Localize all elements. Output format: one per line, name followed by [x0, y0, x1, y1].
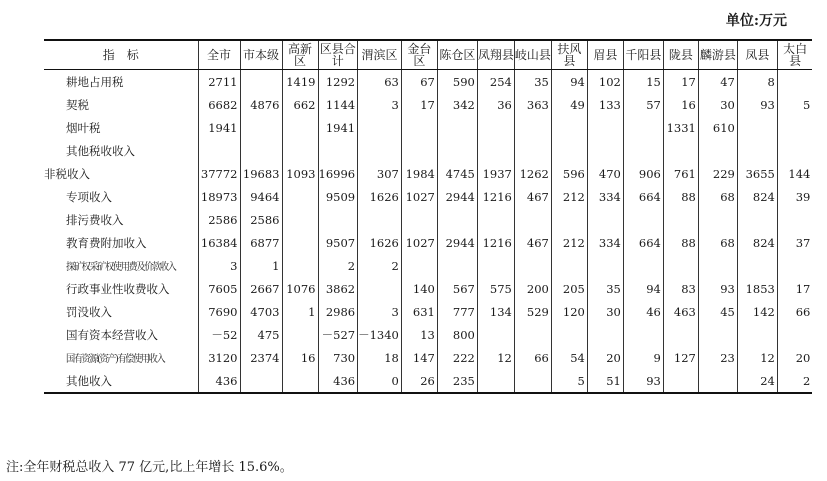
revenue-table — [44, 39, 812, 394]
table-cell: 66 — [514, 346, 551, 369]
table-cell — [623, 208, 663, 231]
table-cell — [282, 231, 318, 254]
table-cell: 1076 — [282, 277, 318, 300]
table-cell: 2374 — [240, 346, 282, 369]
table-cell — [477, 323, 514, 346]
table-cell: －527 — [318, 323, 358, 346]
table-cell: 19683 — [240, 162, 282, 185]
table-cell: 83 — [663, 277, 698, 300]
table-cell: 127 — [663, 346, 698, 369]
table-cell: 30 — [587, 300, 623, 323]
table-row — [44, 93, 812, 116]
col-header: 麟游县 — [698, 40, 737, 70]
table-cell — [777, 254, 812, 277]
table-cell — [477, 116, 514, 139]
table-cell: 12 — [737, 346, 777, 369]
table-cell: 144 — [777, 162, 812, 185]
table-row — [44, 162, 812, 185]
table-cell: 334 — [587, 185, 623, 208]
table-cell: 93 — [623, 369, 663, 393]
table-cell: 1093 — [282, 162, 318, 185]
table-cell: 631 — [401, 300, 437, 323]
table-cell: 436 — [318, 369, 358, 393]
table-cell: 16996 — [318, 162, 358, 185]
table-cell — [514, 323, 551, 346]
table-cell: 93 — [698, 277, 737, 300]
table-cell — [514, 254, 551, 277]
row-label: 专项收入 — [66, 189, 112, 204]
table-cell: 2711 — [198, 70, 240, 94]
table-row — [44, 369, 812, 393]
table-cell: 45 — [698, 300, 737, 323]
table-cell: 47 — [698, 70, 737, 94]
table-cell: 1853 — [737, 277, 777, 300]
table-cell: 777 — [437, 300, 477, 323]
table-cell: 6877 — [240, 231, 282, 254]
table-cell: 664 — [623, 231, 663, 254]
table-cell — [623, 254, 663, 277]
table-cell: 20 — [777, 346, 812, 369]
table-cell — [551, 116, 587, 139]
table-cell: 662 — [282, 93, 318, 116]
table-cell — [514, 369, 551, 393]
table-cell: 2586 — [240, 208, 282, 231]
table-cell: 16 — [663, 93, 698, 116]
col-header: 区县合计 — [319, 42, 356, 68]
table-cell: 2944 — [437, 185, 477, 208]
table-cell: 17 — [401, 93, 437, 116]
table-cell — [358, 116, 402, 139]
table-cell: 3862 — [318, 277, 358, 300]
table-cell: 49 — [551, 93, 587, 116]
row-label: 其他收入 — [44, 369, 198, 393]
table-cell — [551, 323, 587, 346]
table-cell — [551, 208, 587, 231]
unit-label: 单位:万元 — [725, 13, 787, 29]
table-cell: 68 — [698, 185, 737, 208]
table-cell: 3655 — [737, 162, 777, 185]
table-cell: 1984 — [401, 162, 437, 185]
table-cell — [777, 323, 812, 346]
table-cell: 94 — [551, 70, 587, 94]
table-cell: 35 — [587, 277, 623, 300]
col-header: 眉县 — [587, 40, 623, 70]
table-cell: 63 — [358, 70, 402, 94]
table-cell — [240, 116, 282, 139]
table-body — [44, 70, 812, 394]
table-row — [44, 185, 812, 208]
table-cell: 88 — [663, 185, 698, 208]
table-cell: 2586 — [198, 208, 240, 231]
table-cell: 147 — [401, 346, 437, 369]
table-cell: 134 — [477, 300, 514, 323]
table-cell: 730 — [318, 346, 358, 369]
table-cell — [698, 323, 737, 346]
table-cell: 94 — [623, 277, 663, 300]
row-label-text: 国有资源(资产)有偿使用收入 — [66, 354, 165, 365]
row-label: 教育费附加收入 — [66, 235, 147, 250]
table-cell: 529 — [514, 300, 551, 323]
row-label: 罚没收入 — [66, 304, 112, 319]
table-cell: 2 — [358, 254, 402, 277]
table-cell: 800 — [437, 323, 477, 346]
table-cell — [401, 139, 437, 162]
table-cell — [401, 208, 437, 231]
table-cell — [737, 323, 777, 346]
table-cell: 575 — [477, 277, 514, 300]
table-cell: 17 — [663, 70, 698, 94]
col-header: 高新区 — [282, 40, 318, 70]
table-cell: 23 — [698, 346, 737, 369]
table-cell: 51 — [587, 369, 623, 393]
col-header: 凤县 — [737, 40, 777, 70]
table-cell — [477, 369, 514, 393]
table-cell — [437, 208, 477, 231]
table-cell: 2 — [777, 369, 812, 393]
table-cell — [698, 208, 737, 231]
table-cell — [698, 139, 737, 162]
table-cell: 761 — [663, 162, 698, 185]
col-header: 市本级 — [240, 40, 282, 70]
table-cell: 1216 — [477, 185, 514, 208]
table-cell: 9 — [623, 346, 663, 369]
row-label: 非税收入 — [44, 166, 90, 181]
indicator-header: 指 标 — [44, 40, 198, 70]
table-cell — [477, 254, 514, 277]
table-cell: 1027 — [401, 231, 437, 254]
table-cell — [318, 139, 358, 162]
table-cell — [240, 369, 282, 393]
table-cell: 212 — [551, 231, 587, 254]
table-cell: 36 — [477, 93, 514, 116]
table-cell — [551, 139, 587, 162]
row-label — [44, 254, 198, 277]
table-cell: 12 — [477, 346, 514, 369]
table-cell: 9509 — [318, 185, 358, 208]
table-cell — [623, 116, 663, 139]
table-cell: 229 — [698, 162, 737, 185]
table-cell: 6682 — [198, 93, 240, 116]
row-label: 行政事业性收费收入 — [66, 281, 170, 296]
table-cell: 54 — [551, 346, 587, 369]
table-cell: 2 — [318, 254, 358, 277]
table-cell: 67 — [401, 70, 437, 94]
table-cell — [623, 139, 663, 162]
table-cell: 567 — [437, 277, 477, 300]
table-cell: 1626 — [358, 231, 402, 254]
table-cell: 66 — [777, 300, 812, 323]
table-cell: 1292 — [318, 70, 358, 94]
table-cell: 334 — [587, 231, 623, 254]
table-cell — [698, 369, 737, 393]
table-row — [44, 323, 812, 346]
table-cell: 1027 — [401, 185, 437, 208]
table-cell: 8 — [737, 70, 777, 94]
table-cell — [737, 208, 777, 231]
table-cell: 93 — [737, 93, 777, 116]
table-cell — [551, 254, 587, 277]
table-cell: 120 — [551, 300, 587, 323]
table-cell: 363 — [514, 93, 551, 116]
table-cell: 200 — [514, 277, 551, 300]
table-cell: 212 — [551, 185, 587, 208]
table-cell: 88 — [663, 231, 698, 254]
table-cell — [737, 116, 777, 139]
table-cell: 39 — [777, 185, 812, 208]
table-cell: 436 — [198, 369, 240, 393]
table-cell — [282, 254, 318, 277]
table-cell: 590 — [437, 70, 477, 94]
row-label: 其他税收收入 — [66, 143, 135, 158]
table-cell: 475 — [240, 323, 282, 346]
row-label: 排污费收入 — [66, 212, 124, 227]
table-cell: 35 — [514, 70, 551, 94]
table-cell: 37772 — [198, 162, 240, 185]
table-cell: 824 — [737, 185, 777, 208]
table-cell: 16384 — [198, 231, 240, 254]
table-cell: 15 — [623, 70, 663, 94]
table-cell: 254 — [477, 70, 514, 94]
table-cell: 2944 — [437, 231, 477, 254]
table-cell — [777, 70, 812, 94]
table-cell: 1941 — [198, 116, 240, 139]
table-cell — [240, 70, 282, 94]
col-header: 全市 — [198, 40, 240, 70]
table-cell: 142 — [737, 300, 777, 323]
table-cell — [587, 139, 623, 162]
table-cell — [282, 369, 318, 393]
table-cell: 46 — [623, 300, 663, 323]
table-cell: 1144 — [318, 93, 358, 116]
table-cell — [663, 323, 698, 346]
row-label: 烟叶税 — [66, 120, 101, 135]
table-cell — [777, 116, 812, 139]
table-cell — [401, 254, 437, 277]
row-label: 耕地占用税 — [66, 74, 124, 89]
col-header: 渭滨区 — [358, 40, 402, 70]
table-cell: 1419 — [282, 70, 318, 94]
table-cell: 3 — [198, 254, 240, 277]
table-row — [44, 139, 812, 162]
table-cell: 463 — [663, 300, 698, 323]
table-cell: 7605 — [198, 277, 240, 300]
table-cell: 0 — [358, 369, 402, 393]
row-label: 契税 — [66, 97, 89, 112]
table-row — [44, 208, 812, 231]
row-label: 国有资本经营收入 — [66, 327, 158, 342]
table-cell: 222 — [437, 346, 477, 369]
table-cell: 2667 — [240, 277, 282, 300]
footnote: 注:全年财税总收入 77 亿元,比上年增长 15.6%。 — [6, 460, 293, 475]
table-cell: 307 — [358, 162, 402, 185]
table-cell: 205 — [551, 277, 587, 300]
table-cell: 1331 — [663, 116, 698, 139]
row-label-text: 探矿权采矿权使用费及价款收入 — [66, 262, 176, 273]
table-cell: 4745 — [437, 162, 477, 185]
row-label — [44, 346, 198, 369]
table-row — [44, 231, 812, 254]
table-cell: 1 — [240, 254, 282, 277]
table-cell — [514, 139, 551, 162]
table-cell: 13 — [401, 323, 437, 346]
table-cell — [437, 139, 477, 162]
table-cell: 470 — [587, 162, 623, 185]
table-cell — [477, 139, 514, 162]
table-cell — [737, 139, 777, 162]
table-cell — [282, 208, 318, 231]
table-cell — [437, 116, 477, 139]
table-cell — [318, 208, 358, 231]
table-cell — [737, 254, 777, 277]
table-cell: 9464 — [240, 185, 282, 208]
table-cell — [282, 323, 318, 346]
table-cell: 18973 — [198, 185, 240, 208]
table-cell: 57 — [623, 93, 663, 116]
table-cell: 26 — [401, 369, 437, 393]
table-cell: 20 — [587, 346, 623, 369]
table-cell — [663, 254, 698, 277]
table-cell: 7690 — [198, 300, 240, 323]
table-row — [44, 116, 812, 139]
table-cell — [401, 116, 437, 139]
table-cell: 235 — [437, 369, 477, 393]
table-cell — [198, 139, 240, 162]
table-cell — [477, 208, 514, 231]
table-cell: 5 — [551, 369, 587, 393]
table-cell: 9507 — [318, 231, 358, 254]
table-cell: 133 — [587, 93, 623, 116]
table-cell: 140 — [401, 277, 437, 300]
col-header: 千阳县 — [623, 40, 663, 70]
table-cell: 664 — [623, 185, 663, 208]
table-cell: 1941 — [318, 116, 358, 139]
table-cell: 1937 — [477, 162, 514, 185]
col-header: 陇县 — [663, 40, 698, 70]
table-cell: 18 — [358, 346, 402, 369]
table-cell — [663, 369, 698, 393]
table-cell — [358, 208, 402, 231]
table-cell: 30 — [698, 93, 737, 116]
table-cell — [587, 116, 623, 139]
col-header: 太白县 — [777, 40, 812, 70]
table-cell — [587, 208, 623, 231]
table-row — [44, 300, 812, 323]
table-cell: 824 — [737, 231, 777, 254]
table-cell: 467 — [514, 185, 551, 208]
col-header: 陈仓区 — [437, 40, 477, 70]
table-header-row — [44, 40, 812, 70]
col-header: 岐山县 — [514, 40, 551, 70]
col-header: 扶风县 — [551, 40, 587, 70]
table-cell — [358, 277, 402, 300]
table-cell: －52 — [198, 323, 240, 346]
table-cell — [777, 208, 812, 231]
table-cell — [240, 139, 282, 162]
table-cell: －1340 — [358, 323, 402, 346]
table-cell: 17 — [777, 277, 812, 300]
table-cell — [663, 208, 698, 231]
table-row — [44, 70, 812, 94]
table-cell: 1262 — [514, 162, 551, 185]
table-cell — [282, 116, 318, 139]
col-header: 金台区 — [401, 40, 437, 70]
table-cell: 3 — [358, 300, 402, 323]
table-cell: 68 — [698, 231, 737, 254]
table-cell: 596 — [551, 162, 587, 185]
table-cell: 1216 — [477, 231, 514, 254]
table-cell: 610 — [698, 116, 737, 139]
col-header: 凤翔县 — [477, 40, 514, 70]
table-cell: 5 — [777, 93, 812, 116]
table-cell — [514, 208, 551, 231]
table-cell: 102 — [587, 70, 623, 94]
table-cell — [514, 116, 551, 139]
table-cell: 24 — [737, 369, 777, 393]
table-cell — [663, 139, 698, 162]
table-cell: 16 — [282, 346, 318, 369]
table-cell: 467 — [514, 231, 551, 254]
table-cell: 4876 — [240, 93, 282, 116]
table-cell: 37 — [777, 231, 812, 254]
table-row — [44, 277, 812, 300]
table-cell — [698, 254, 737, 277]
table-row — [44, 346, 812, 369]
table-cell — [282, 139, 318, 162]
table-cell: 2986 — [318, 300, 358, 323]
table-cell: 906 — [623, 162, 663, 185]
table-row — [44, 254, 812, 277]
table-cell — [587, 254, 623, 277]
table-cell: 1 — [282, 300, 318, 323]
table-cell: 342 — [437, 93, 477, 116]
table-cell — [587, 323, 623, 346]
table-cell: 3120 — [198, 346, 240, 369]
table-cell: 3 — [358, 93, 402, 116]
table-cell — [437, 254, 477, 277]
table-cell: 1626 — [358, 185, 402, 208]
table-cell — [282, 185, 318, 208]
table-cell: 4703 — [240, 300, 282, 323]
table-cell — [623, 323, 663, 346]
table-cell — [777, 139, 812, 162]
table-cell — [358, 139, 402, 162]
